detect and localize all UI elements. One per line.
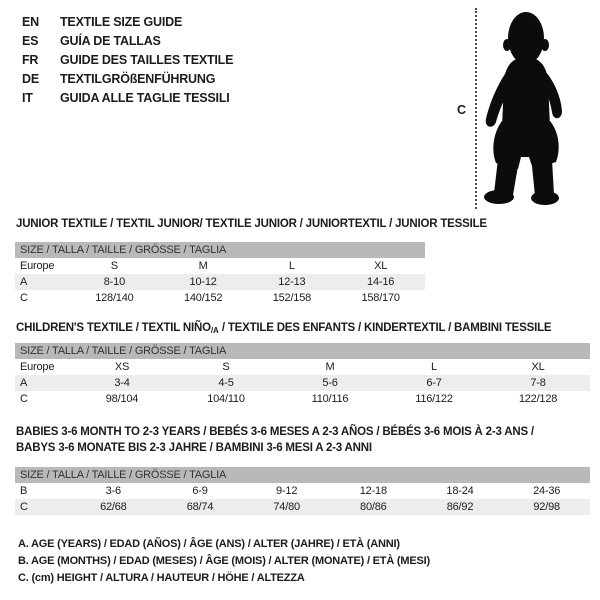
table-cell: 10-12 bbox=[189, 276, 217, 288]
table-cell: 68/74 bbox=[186, 501, 214, 513]
children-title-after: / TEXTILE DES ENFANTS / KINDERTEXTIL / BAMBINI TESSILE bbox=[218, 322, 552, 334]
table-cell: 24-36 bbox=[533, 485, 561, 497]
language-title: GUÍA DE TALLAS bbox=[60, 34, 161, 48]
table-cell: 122/128 bbox=[518, 393, 558, 405]
table-cell: L bbox=[288, 260, 295, 272]
language-title: GUIDE DES TAILLES TEXTILE bbox=[60, 53, 234, 67]
table-row bbox=[15, 274, 425, 290]
table-cell: 8-10 bbox=[103, 276, 125, 288]
table-cell: 92/98 bbox=[533, 501, 560, 513]
table-cell: 18-24 bbox=[446, 485, 474, 497]
row-label: B bbox=[20, 485, 28, 497]
row-label: Europe bbox=[20, 260, 55, 272]
footnote-b: B. AGE (MONTHS) / EDAD (MESES) / ÂGE (MOIS) / ALTER (MONATE) / ETÀ (MESI) bbox=[18, 555, 430, 567]
table-cell: 6-9 bbox=[192, 485, 208, 497]
language-row bbox=[22, 32, 233, 51]
table-cell: XL bbox=[374, 260, 388, 272]
table-cell: 3-6 bbox=[105, 485, 121, 497]
table-cell: 128/140 bbox=[95, 292, 134, 304]
table-cell: L bbox=[431, 361, 437, 373]
footnote-list bbox=[18, 536, 430, 587]
language-title-list bbox=[22, 13, 233, 108]
table-cell: 7-8 bbox=[530, 377, 546, 389]
language-code: EN bbox=[22, 15, 39, 29]
baby-silhouette-icon bbox=[480, 9, 570, 207]
table-cell: 14-16 bbox=[367, 276, 395, 288]
language-code: IT bbox=[22, 91, 33, 105]
babies-title-line2: BABYS 3-6 MONATE BIS 2-3 JAHRE / BAMBINI 3-6 MESI A 2-3 ANNI bbox=[16, 442, 372, 454]
junior-size-table bbox=[15, 242, 425, 306]
table-cell: 80/86 bbox=[360, 501, 387, 513]
table-cell: XS bbox=[114, 361, 130, 373]
language-title: TEXTILE SIZE GUIDE bbox=[60, 15, 183, 29]
children-size-table bbox=[15, 343, 590, 407]
footnote-a: A. AGE (YEARS) / EDAD (AÑOS) / ÂGE (ANS) / ALTER (JAHRE) / ETÀ (ANNI) bbox=[18, 538, 400, 550]
table-row bbox=[15, 499, 590, 515]
babies-size-table bbox=[15, 467, 590, 515]
table-row bbox=[15, 375, 590, 391]
height-measure-label: C bbox=[457, 103, 466, 117]
table-cell: 9-12 bbox=[276, 485, 298, 497]
language-code: FR bbox=[22, 53, 39, 67]
language-row bbox=[22, 89, 233, 108]
babies-section-title bbox=[16, 424, 576, 456]
children-title-sub: /A bbox=[210, 326, 219, 335]
table-row bbox=[15, 391, 590, 407]
table-cell: M bbox=[325, 361, 335, 373]
row-label: A bbox=[20, 276, 28, 288]
table-cell: 62/68 bbox=[100, 501, 127, 513]
size-header-bar: SIZE / TALLA / TAILLE / GRÖSSE / TAGLIA bbox=[15, 242, 425, 258]
table-cell: 116/122 bbox=[415, 393, 453, 405]
table-cell: 110/116 bbox=[311, 393, 349, 405]
table-cell: 152/158 bbox=[272, 292, 312, 304]
language-row bbox=[22, 70, 233, 89]
size-header-bar: SIZE / TALLA / TAILLE / GRÖSSE / TAGLIA bbox=[15, 467, 590, 483]
table-cell: 4-5 bbox=[218, 377, 234, 389]
babies-title-line1: BABIES 3-6 MONTH TO 2-3 YEARS / BEBÉS 3-6 MESES A 2-3 AÑOS / BÉBÉS 3-6 MOIS À 2-3 ANS / bbox=[16, 426, 534, 438]
table-cell: 3-4 bbox=[114, 377, 130, 389]
table-cell: S bbox=[222, 361, 230, 373]
table-row bbox=[15, 359, 590, 375]
table-cell: M bbox=[198, 260, 208, 272]
table-cell: 74/80 bbox=[273, 501, 300, 513]
table-row bbox=[15, 290, 425, 306]
row-label: C bbox=[20, 393, 28, 405]
footnote-c: C. (cm) HEIGHT / ALTURA / HAUTEUR / HÖHE / ALTEZZA bbox=[18, 572, 305, 584]
language-title: TEXTILGRÖßENFÜHRUNG bbox=[60, 72, 216, 86]
children-title-before: CHILDREN'S TEXTILE / TEXTIL NIÑO bbox=[16, 322, 211, 334]
table-cell: S bbox=[110, 260, 118, 272]
table-cell: 5-6 bbox=[322, 377, 338, 389]
language-code: DE bbox=[22, 72, 39, 86]
table-cell: 6-7 bbox=[426, 377, 442, 389]
language-code: ES bbox=[22, 34, 39, 48]
junior-section-title: JUNIOR TEXTILE / TEXTIL JUNIOR/ TEXTILE JUNIOR / JUNIORTEXTIL / JUNIOR TESSILE bbox=[16, 218, 487, 230]
size-header-bar: SIZE / TALLA / TAILLE / GRÖSSE / TAGLIA bbox=[15, 343, 590, 359]
table-row bbox=[15, 258, 425, 274]
table-cell: 12-13 bbox=[278, 276, 306, 288]
table-row bbox=[15, 483, 590, 499]
language-row bbox=[22, 51, 233, 70]
language-title: GUIDA ALLE TAGLIE TESSILI bbox=[60, 91, 230, 105]
table-cell: 86/92 bbox=[446, 501, 474, 513]
row-label: A bbox=[20, 377, 28, 389]
table-cell: 98/104 bbox=[105, 393, 139, 405]
table-cell: 140/152 bbox=[183, 292, 223, 304]
table-cell: 104/110 bbox=[207, 393, 245, 405]
row-label: Europe bbox=[20, 361, 55, 373]
language-row bbox=[22, 13, 233, 32]
table-cell: XL bbox=[531, 361, 545, 373]
row-label: C bbox=[20, 292, 28, 304]
row-label: C bbox=[20, 501, 28, 513]
children-section-title bbox=[16, 320, 551, 339]
height-measure-line bbox=[475, 8, 477, 209]
table-cell: 158/170 bbox=[361, 292, 400, 304]
table-cell: 12-18 bbox=[359, 485, 387, 497]
